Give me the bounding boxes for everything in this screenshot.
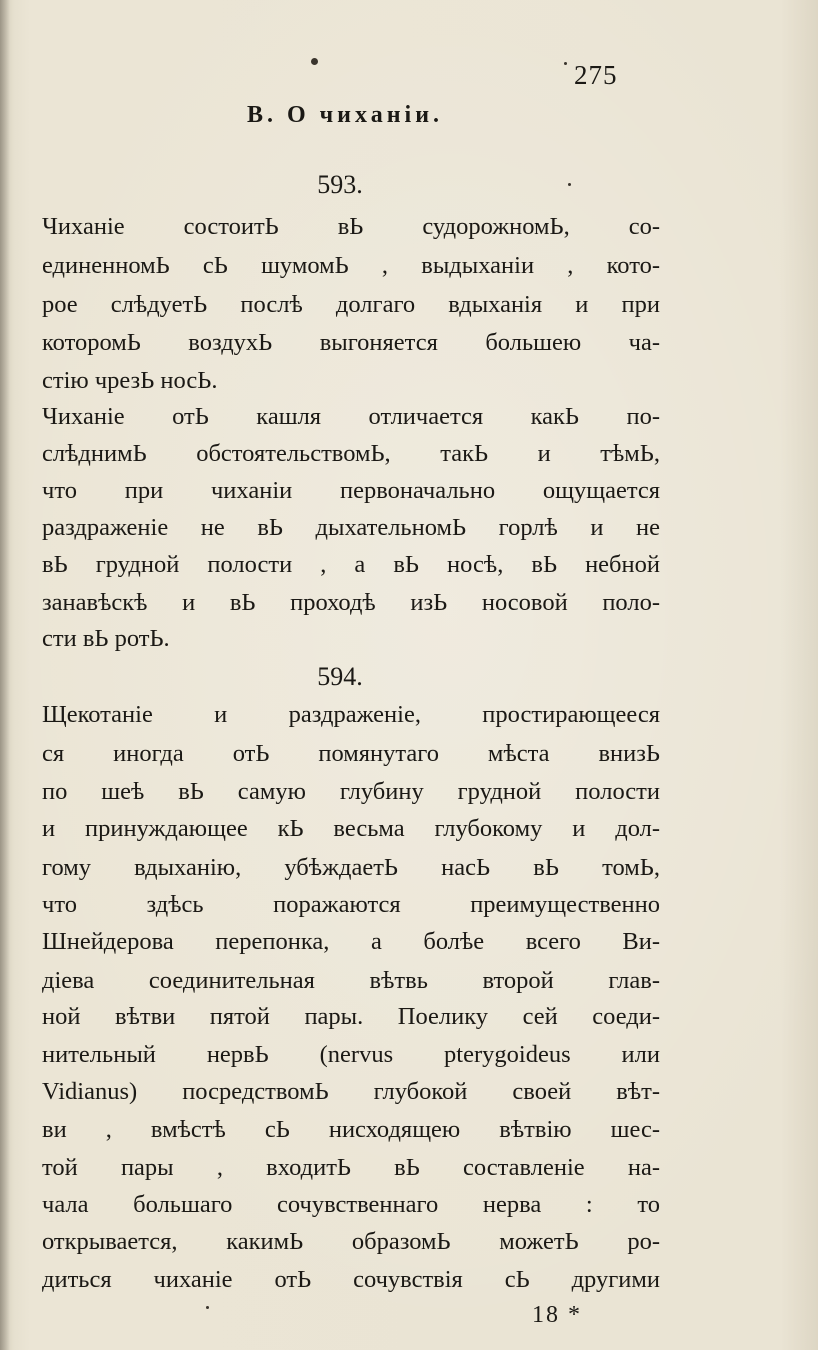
text-line: открывается, какимЬ образомЬ можетЬ ро- bbox=[42, 1228, 660, 1255]
paragraph-number: 593. bbox=[317, 170, 363, 199]
text-line: той пары , входитЬ вЬ составленіе на- bbox=[42, 1154, 660, 1181]
text-line: ся иногда отЬ помянутаго мѣста внизЬ bbox=[42, 740, 660, 767]
signature-mark: 18 * bbox=[532, 1302, 582, 1328]
text-line: ной вѣтви пятой пары. Поелику сей соеди- bbox=[42, 1003, 660, 1030]
text-line: которомЬ воздухЬ выгоняется большею ча- bbox=[42, 329, 660, 356]
text-line: единенномЬ сЬ шумомЬ , выдыханіи , кото- bbox=[42, 252, 660, 279]
text-line: Щекотаніе и раздраженіе, простирающееся bbox=[42, 701, 660, 728]
text-line: диться чиханіе отЬ сочувствія сЬ другими bbox=[42, 1266, 660, 1293]
page-number: 275 bbox=[574, 60, 618, 90]
text-line: ви , вмѣстѣ сЬ нисходящею вѣтвію шес- bbox=[42, 1116, 660, 1143]
text-line: Шнейдерова перепонка, а болѣе всего Ви- bbox=[42, 928, 660, 955]
text-line: занавѣскѣ и вЬ проходѣ изЬ носовой поло- bbox=[42, 589, 660, 616]
text-line: сти вЬ ротЬ. bbox=[42, 625, 170, 652]
text-line: Чиханіе отЬ кашля отличается какЬ по- bbox=[42, 403, 660, 430]
text-line: вЬ грудной полости , а вЬ носѣ, вЬ небной bbox=[42, 551, 660, 578]
paragraph-number: 594. bbox=[317, 662, 363, 691]
text-line: что при чиханіи первоначально ощущается bbox=[42, 477, 660, 504]
ink-speck bbox=[206, 1306, 209, 1309]
ink-speck bbox=[564, 62, 567, 65]
text-line: и принуждающее кЬ весьма глубокому и дол- bbox=[42, 815, 660, 842]
text-line: рое слѣдуетЬ послѣ долгаго вдыханія и при bbox=[42, 291, 660, 318]
text-line: по шеѣ вЬ самую глубину грудной полости bbox=[42, 778, 660, 805]
text-line: стію чрезЬ носЬ. bbox=[42, 367, 218, 394]
text-line: Чиханіе состоитЬ вЬ судорожномЬ, со- bbox=[42, 213, 660, 240]
text-line: чала большаго сочувственнаго нерва : то bbox=[42, 1191, 660, 1218]
text-line: Vidianus) посредствомЬ глубокой своей вѣт- bbox=[42, 1078, 660, 1105]
section-heading: В. О чиханіи. bbox=[246, 102, 444, 128]
ink-speck bbox=[311, 58, 318, 65]
text-line: діева соединительная вѣтвь второй глав- bbox=[42, 967, 660, 994]
text-line: раздраженіе не вЬ дыхательномЬ горлѣ и не bbox=[42, 514, 660, 541]
text-line: слѣднимЬ обстоятельствомЬ, такЬ и тѣмЬ, bbox=[42, 440, 660, 467]
text-line: что здѣсь поражаются преимущественно bbox=[42, 891, 660, 918]
text-line: гому вдыханію, убѣждаетЬ насЬ вЬ томЬ, bbox=[42, 854, 660, 881]
text-line: нительный нервЬ (nervus pterygoideus или bbox=[42, 1041, 660, 1068]
